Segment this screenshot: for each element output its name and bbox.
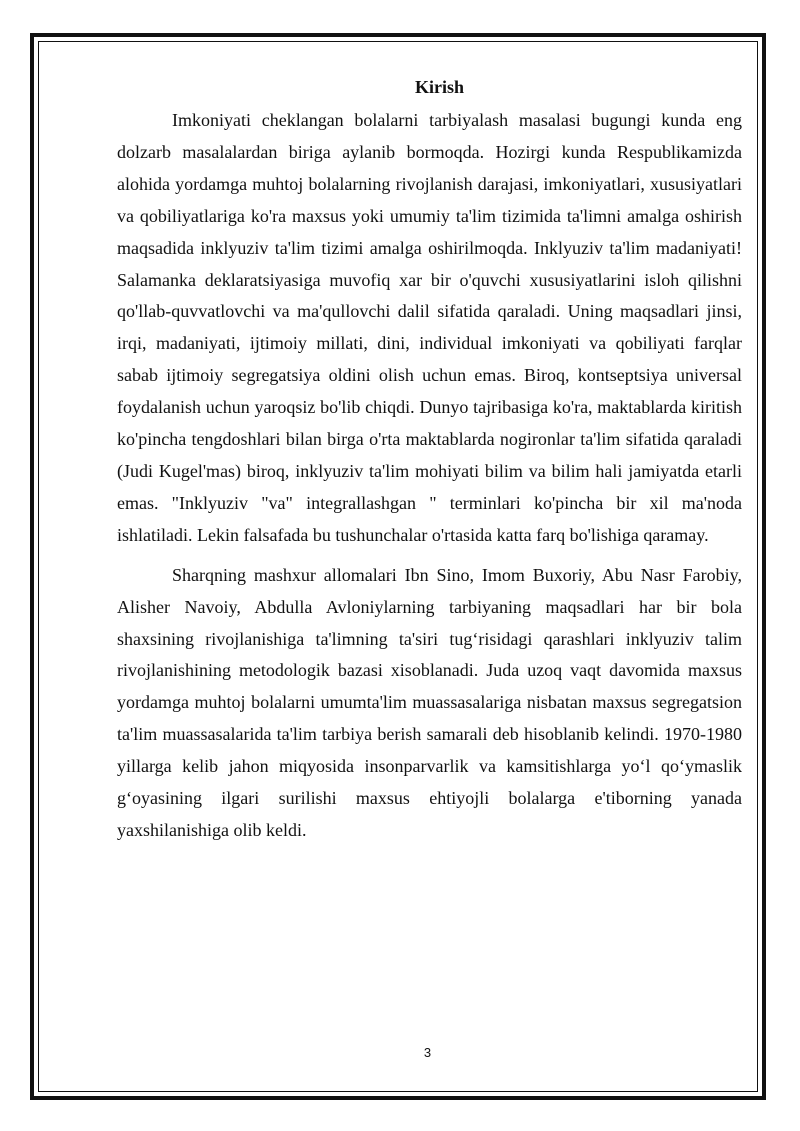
page-number: 3 (423, 1045, 432, 1060)
document-body (117, 72, 742, 855)
paragraph-history: Sharqning mashxur allomalari Ibn Sino, Imom Buxoriy, Abu Nasr Farobiy, Alisher Navoiy, Abdulla Avloniylarning tarbiyaning maqsadlari har bir bola shaxsining rivojlanishiga ta'limning ta'siri tug‘risidagi qarashlari inklyuziv talim rivojlanishining metodologik bazasi xisoblanadi. Juda uzoq vaqt davomida maxsus yordamga muhtoj bolalarni umumta'lim muassasalariga nisbatan maxsus segregatsion ta'lim muassasalarida ta'lim tarbiya berish samarali deb hisoblanib kelindi. 1970-1980 yillarga kelib jahon miqyosida insonparvarlik va kamsitishlarga yo‘l qo‘ymaslik g‘oyasining ilgari surilishi maxsus ehtiyojli bolalarga e'tiborning yanada yaxshilanishiga olib keldi. (117, 564, 742, 840)
paragraph-intro: Imkoniyati cheklangan bolalarni tarbiyalash masalasi bugungi kunda eng dolzarb masalalardan biriga aylanib bormoqda. Hozirgi kunda Respublikamizda alohida yordamga muhtoj bolalarning rivojlanish darajasi, imkoniyatlari, xususiyatlari va qobiliyatlariga ko'ra maxsus yoki umumiy ta'lim tizimida ta'limni amalga oshirish maqsadida inklyuziv ta'lim tizimi amalga oshirilmoqda. Inklyuziv ta'lim madaniyati! Salamanka deklaratsiyasiga muvofiq xar bir o'quvchi xususiyatlarini isloh qilishni qo'llab-quvvatlovchi va ma'qullovchi dalil sifatida qaraladi. Uning maqsadlari jinsi, irqi, madaniyati, ijtimoiy millati, dini, individual imkoniyati va qobiliyati farqlar sabab ijtimoiy segregatsiya oldini olish uchun emas. Biroq, kontseptsiya universal foydalanish uchun yaroqsiz bo'lib chiqdi. Dunyo tajribasiga ko'ra, maktablarda kiritish ko'pincha tengdoshlari bilan birga o'rta maktablarda nogironlar ta'lim sifatida qaraladi (Judi Kugel'mas) biroq, inklyuziv ta'lim mohiyati bilim va bilim hali jamiyatda etarli emas. "Inklyuziv "va" integrallashgan " terminlari ko'pincha bir xil ma'noda ishlatiladi. Lekin falsafada bu tushunchalar o'rtasida katta farq bo'lishiga qaramay. (117, 110, 742, 545)
page-title: Kirish (414, 77, 464, 97)
